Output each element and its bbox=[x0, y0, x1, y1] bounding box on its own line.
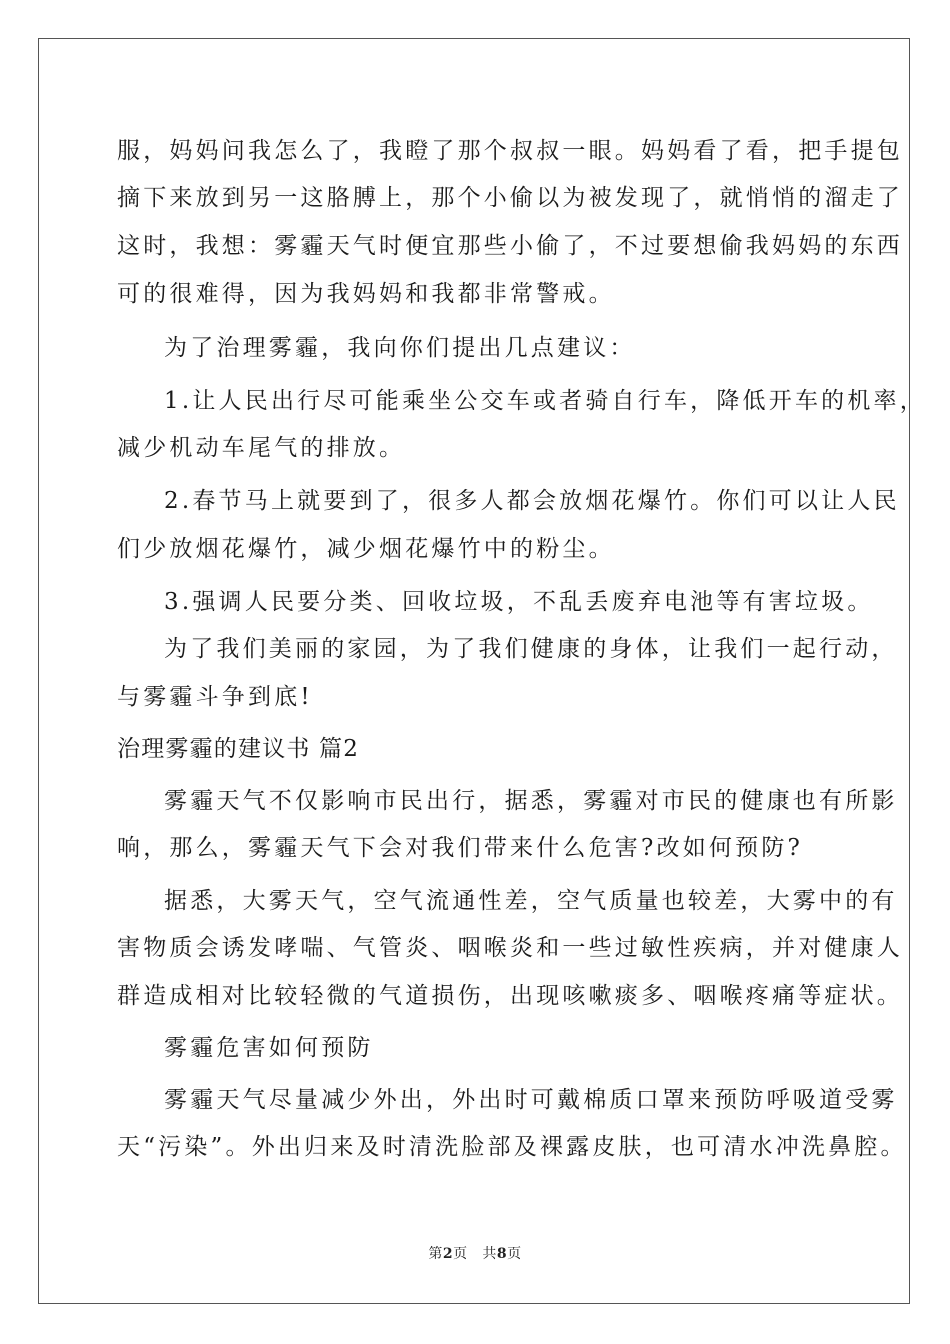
text-line: 可的很难得，因为我妈妈和我都非常警戒。 bbox=[117, 281, 615, 307]
text-line: 摘下来放到另一这胳膊上，那个小偷以为被发现了，就悄悄的溜走了 bbox=[117, 185, 903, 211]
list-item-2: 2.春节马上就要到了，很多人都会放烟花爆竹。你们可以让人民 bbox=[164, 488, 900, 514]
footer-total-prefix: 共 bbox=[482, 1246, 497, 1262]
footer-prefix: 第 bbox=[428, 1246, 443, 1262]
page-footer bbox=[0, 1244, 950, 1264]
text-line: 雾霾天气不仅影响市民出行，据悉，雾霾对市民的健康也有所影 bbox=[164, 788, 898, 814]
text-line: 为了我们美丽的家园，为了我们健康的身体，让我们一起行动， bbox=[164, 636, 898, 662]
text-line: 据悉，大雾天气，空气流通性差，空气质量也较差，大雾中的有 bbox=[164, 888, 898, 914]
text-line: 这时，我想：雾霾天气时便宜那些小偷了，不过要想偷我妈妈的东西 bbox=[117, 233, 903, 259]
sub-heading: 雾霾危害如何预防 bbox=[164, 1035, 374, 1061]
text-line: 与雾霾斗争到底! bbox=[117, 684, 313, 710]
text-line: 减少机动车尾气的排放。 bbox=[117, 435, 406, 461]
section-heading: 治理雾霾的建议书 篇2 bbox=[117, 736, 360, 762]
list-item-1: 1.让人民出行尽可能乘坐公交车或者骑自行车，降低开车的机率， bbox=[164, 388, 926, 414]
text-line: 响，那么，雾霾天气下会对我们带来什么危害?改如何预防? bbox=[117, 835, 804, 861]
text-line: 为了治理雾霾，我向你们提出几点建议： bbox=[164, 335, 636, 361]
list-item-3: 3.强调人民要分类、回收垃圾，不乱丢废弃电池等有害垃圾。 bbox=[164, 589, 874, 615]
text-line: 天“污染”。外出归来及时清洗脸部及裸露皮肤，也可清水冲洗鼻腔。 bbox=[117, 1134, 907, 1160]
text-line: 服，妈妈问我怎么了，我瞪了那个叔叔一眼。妈妈看了看，把手提包 bbox=[117, 138, 903, 164]
text-line: 们少放烟花爆竹，减少烟花爆竹中的粉尘。 bbox=[117, 536, 615, 562]
text-line: 群造成相对比较轻微的气道损伤，出现咳嗽痰多、咽喉疼痛等症状。 bbox=[117, 983, 903, 1009]
footer-total-suffix: 页 bbox=[507, 1246, 522, 1262]
footer-page-suffix: 页 bbox=[453, 1246, 468, 1262]
page-number: 2 bbox=[442, 1246, 454, 1262]
text-line: 害物质会诱发哮喘、气管炎、咽喉炎和一些过敏性疾病，并对健康人 bbox=[117, 935, 903, 961]
text-line: 雾霾天气尽量减少外出，外出时可戴棉质口罩来预防呼吸道受雾 bbox=[164, 1087, 898, 1113]
total-pages: 8 bbox=[496, 1246, 508, 1262]
